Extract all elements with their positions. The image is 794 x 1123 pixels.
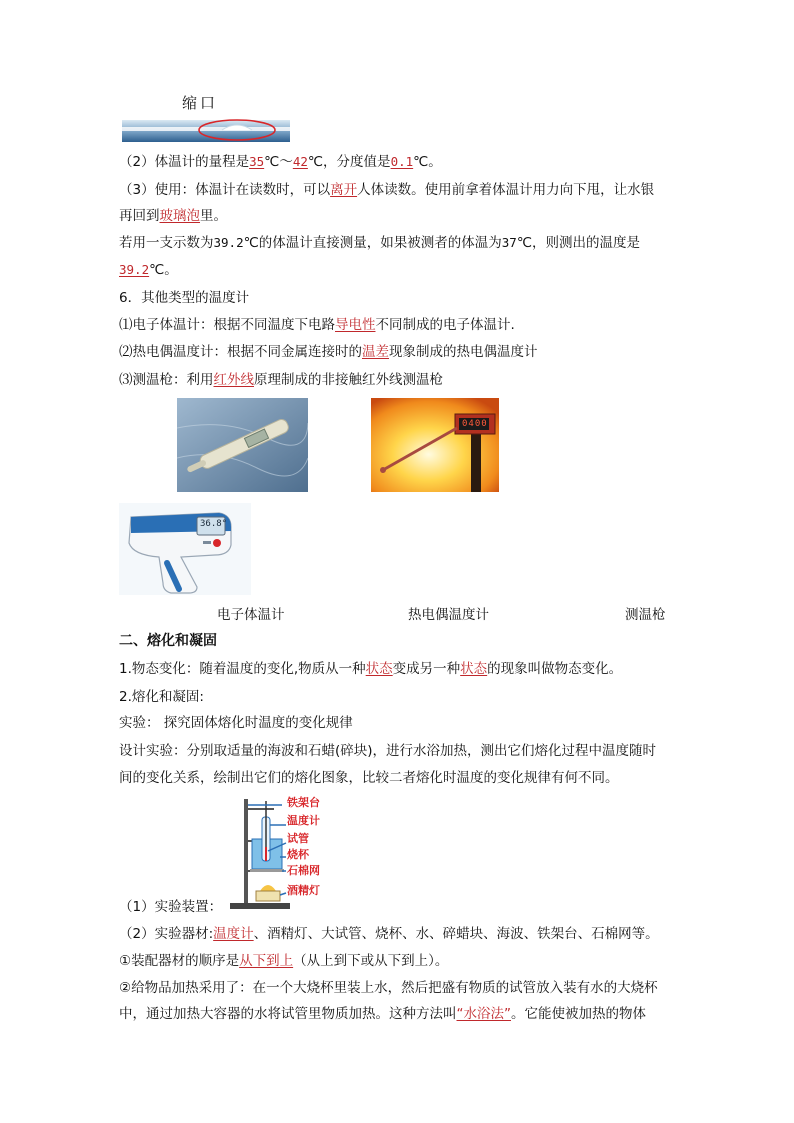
label-beaker: 烧杯 — [287, 848, 309, 861]
para-range: （2）体温计的量程是35℃～42℃，分度值是0.1℃。 — [119, 154, 442, 170]
label-iron-stand: 铁架台 — [287, 796, 320, 809]
gun-display: 36.8° — [200, 519, 228, 529]
item-electronic: ⑴电子体温计：根据不同温度下电路导电性不同制成的电子体温计. — [119, 317, 515, 333]
electronic-thermometer-image — [177, 398, 308, 492]
thermometer-neck-image — [122, 90, 290, 144]
answer-division: 0.1 — [390, 154, 414, 169]
answer-max: 42 — [292, 154, 308, 169]
para-example: 若用一支示数为39.2℃的体温计直接测量，如果被测者的体温为37℃，则测出的温度是 — [119, 235, 641, 251]
para-assembly-order: ①装配器材的顺序是从下到上（从上到下或从下到上）。 — [119, 953, 449, 969]
answer-min: 35 — [249, 154, 265, 169]
para-example-cont: 39.2℃。 — [119, 262, 178, 278]
thermocouple-image — [371, 398, 499, 492]
para-heating: ②给物品加热采用了：在一个大烧杯里装上水，然后把盛有物质的试管放入装有水的大烧杯 — [119, 980, 658, 996]
para-usage: （3）使用：体温计在读数时，可以离开人体读数。使用前拿着体温计用力向下甩，让水银 — [119, 182, 655, 198]
label-asbestos-net: 石棉网 — [287, 864, 320, 877]
para-melt-title: 2.熔化和凝固: — [119, 689, 204, 705]
apparatus-labels — [287, 795, 320, 899]
para-materials: （2）实验器材:温度计、酒精灯、大试管、烧杯、水、碎蜡块、海波、铁架台、石棉网等。 — [119, 926, 659, 942]
label-thermometer: 温度计 — [287, 814, 320, 827]
section-6-title: 6．其他类型的温度计 — [119, 290, 250, 306]
neck-label: 缩口 — [182, 94, 219, 112]
para-experiment: 实验： 探究固体熔化时温度的变化规律 — [119, 715, 353, 731]
caption-ir-gun: 测温枪 — [625, 607, 666, 623]
item-ir-gun: ⑶测温枪：利用红外线原理制成的非接触红外线测温枪 — [119, 372, 443, 388]
para-state-change: 1.物态变化：随着温度的变化,物质从一种状态变成另一种状态的现象叫做物态变化。 — [119, 661, 623, 677]
caption-electronic: 电子体温计 — [217, 607, 285, 623]
caption-thermocouple: 热电偶温度计 — [408, 607, 489, 623]
para-design-cont: 间的变化关系，绘制出它们的熔化图象，比较二者熔化时温度的变化规律有何不同。 — [119, 770, 619, 786]
section-2-title: 二、熔化和凝固 — [119, 633, 217, 649]
para-design: 设计实验：分别取适量的海波和石蜡(碎块)，进行水浴加热，测出它们熔化过程中温度随时 — [119, 743, 657, 759]
label-test-tube: 试管 — [287, 832, 309, 845]
label-alcohol-lamp: 酒精灯 — [287, 884, 320, 897]
ir-thermometer-gun-image — [119, 503, 251, 595]
item-thermocouple: ⑵热电偶温度计：根据不同金属连接时的温差现象制成的热电偶温度计 — [119, 344, 538, 360]
para-apparatus: （1）实验装置： — [119, 899, 223, 915]
para-heating-cont: 中，通过加热大容器的水将试管里物质加热。这种方法叫“水浴法”。它能使被加热的物体 — [119, 1006, 646, 1022]
apparatus-diagram — [224, 795, 364, 913]
para-usage-cont: 再回到玻璃泡里。 — [119, 208, 227, 224]
thermocouple-display: 0400 — [462, 419, 488, 429]
